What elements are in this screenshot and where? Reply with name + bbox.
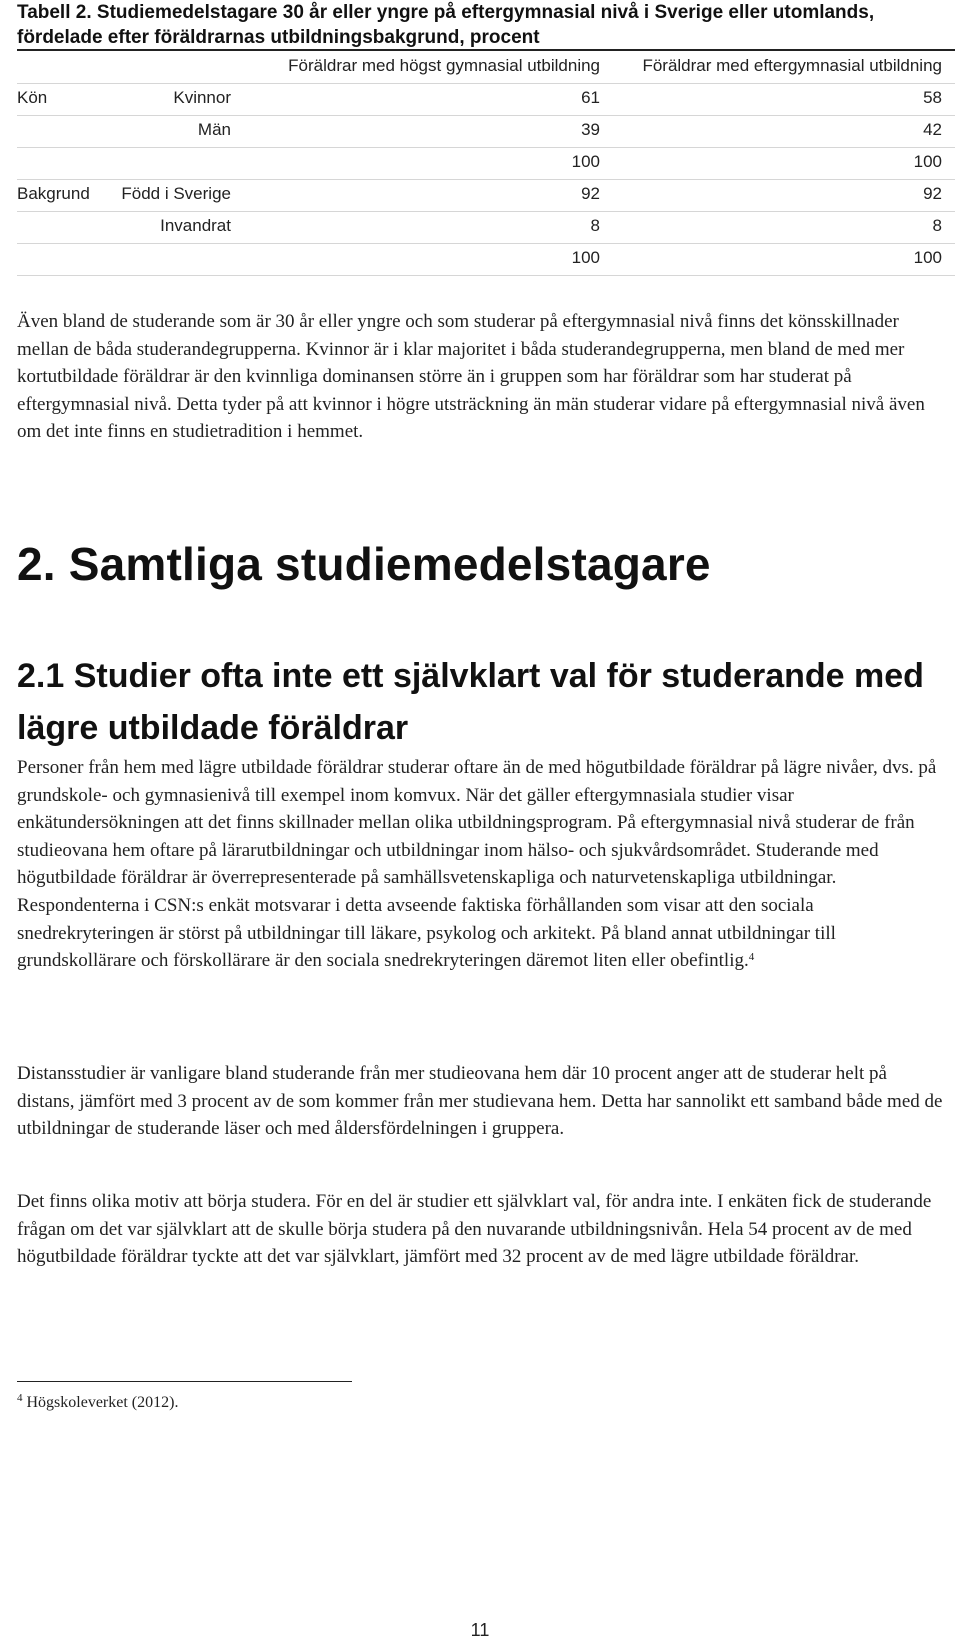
page-number: 11 bbox=[470, 1620, 490, 1640]
row-value-2: 58 bbox=[923, 88, 942, 107]
row-label: Män bbox=[197, 120, 231, 139]
row-value-1: 100 bbox=[571, 248, 600, 267]
row-value-1: 61 bbox=[581, 88, 600, 107]
table-row bbox=[17, 83, 955, 116]
row-value-1: 100 bbox=[571, 152, 600, 171]
row-value-2: 100 bbox=[913, 248, 942, 267]
row-label: Kvinnor bbox=[173, 88, 231, 107]
row-group: Kön bbox=[17, 88, 48, 107]
table-row bbox=[17, 147, 955, 180]
column-header-2: Föräldrar med eftergymnasial utbildning bbox=[642, 56, 942, 75]
row-label: Född i Sverige bbox=[121, 184, 231, 203]
footnote-divider bbox=[17, 1381, 352, 1382]
footnote bbox=[17, 1394, 178, 1412]
body-paragraph: Det finns olika motiv att börja studera. För en del är studier ett självklart val, för andra inte. I enkäten fick de studerande frågan om det var självklart att de skulle börja studera på den nuvarande utbildningsnivån. Hela 54 procent av de med högutbildade föräldrar tyckte att det var självklart, jämfört med 32 procent av de med lägre utbildade föräldrar. bbox=[17, 1191, 932, 1268]
row-value-1: 92 bbox=[581, 184, 600, 203]
row-value-1: 8 bbox=[590, 216, 600, 235]
row-value-2: 100 bbox=[913, 152, 942, 171]
row-label: Invandrat bbox=[160, 216, 231, 235]
row-value-2: 92 bbox=[923, 184, 942, 203]
section-heading: 2. Samtliga studiemedelstagare bbox=[17, 538, 711, 590]
table-row bbox=[17, 211, 955, 244]
table-row bbox=[17, 115, 955, 148]
body-paragraph: Distansstudier är vanligare bland studerande från mer studieovana hem där 10 procent anger att de studerar helt på distans, jämfört med 3 procent av de som kommer från mer studievana hem. Detta har sannolikt ett samband både med de utbildningar de studerande läser och med åldersfördelningen i gruppera. bbox=[17, 1063, 943, 1140]
table-header-row bbox=[17, 51, 955, 84]
table-caption bbox=[17, 0, 937, 50]
footnote-text: Högskoleverket (2012). bbox=[26, 1394, 179, 1411]
table-caption-label: Tabell 2. bbox=[17, 2, 92, 23]
table-row bbox=[17, 179, 955, 212]
row-value-1: 39 bbox=[581, 120, 600, 139]
footnote-reference: 4 bbox=[748, 951, 755, 964]
footnote-number: 4 bbox=[17, 1392, 23, 1404]
row-value-2: 8 bbox=[932, 216, 942, 235]
body-paragraph: Även bland de studerande som är 30 år eller yngre och som studerar på eftergymnasial nivå finns det könsskillnader mellan de båda studerandegrupperna. Kvinnor är i klar majoritet i båda studerandegrupperna, men bland de med mer kortutbildade föräldrar är den kvinnliga dominansen större än i gruppen som har föräldrar som har studerat på eftergymnasial nivå. Detta tyder på att kvinnor i högre utsträckning än män studerar vidare på eftergymnasial nivå även om det inte finns en studietradition i hemmet. bbox=[17, 311, 925, 443]
paragraph-text: Personer från hem med lägre utbildade föräldrar studerar oftare än de med högutbildade föräldrar på lägre nivåer, dvs. på grundskole- och gymnasienivå till exempel inom komvux. När det gäller eftergymnasiala studier visar enkätundersökningen att det finns skillnader mellan olika utbildningsprogram. På eftergymnasial nivå studerar de från studieovana hem oftare på lärarutbildningar och utbildningar inom hälso- och sjukvårdsområdet. Studerande med högutbildade föräldrar är överrepresenterade på samhällsvetenskapliga och naturvetenskapliga utbildningar. Respondenterna i CSN:s enkät motsvarar i detta avseende faktiska förhållanden som visar att den sociala snedrekryteringen är störst på utbildningar till läkare, psykolog och arkitekt. På bland annat utbildningar till grundskollärare och förskollärare är den sociala snedrekryteringen däremot liten eller obefintlig. bbox=[17, 757, 937, 972]
body-paragraph bbox=[17, 754, 947, 975]
column-header-1: Föräldrar med högst gymnasial utbildning bbox=[288, 56, 600, 75]
table-caption-text: Studiemedelstagare 30 år eller yngre på eftergymnasial nivå i Sverige eller utomlands, fördelade efter föräldrarnas utbildningsbakgrund, procent bbox=[17, 2, 875, 48]
row-group: Bakgrund bbox=[17, 184, 90, 203]
row-value-2: 42 bbox=[923, 120, 942, 139]
subsection-heading: 2.1 Studier ofta inte ett självklart val för studerande med lägre utbildade föräldrar bbox=[17, 657, 924, 747]
table-row bbox=[17, 243, 955, 276]
